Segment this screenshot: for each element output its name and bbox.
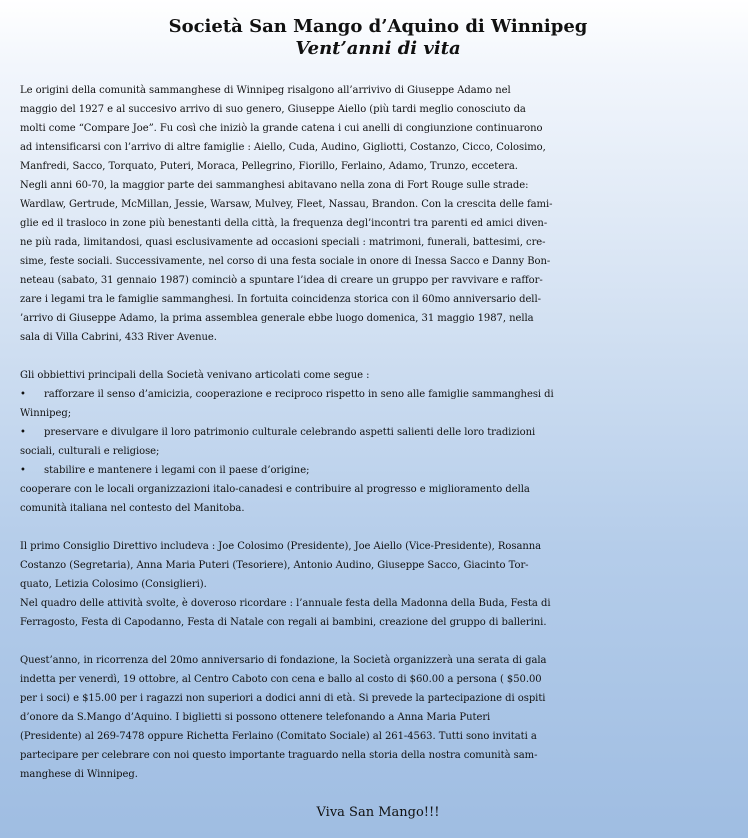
text-line: Nel quadro delle attività svolte, è doveroso ricordare : l’annuale festa della Madonna della Buda, Festa di: [20, 598, 551, 609]
bullet-continuation: Winnipeg;: [20, 408, 72, 419]
text-line: sala di Villa Cabrini, 433 River Avenue.: [20, 332, 217, 343]
bullet-item: [20, 385, 736, 404]
text-line: comunità italiana nel contesto del Manitoba.: [20, 503, 245, 514]
paragraph-anniversary: [20, 651, 736, 784]
bullet-text: preservare e divulgare il loro patrimonio culturale celebrando aspetti salienti delle loro tradizioni: [44, 427, 536, 438]
text-line: manghese di Winnipeg.: [20, 769, 138, 780]
text-line: glie ed il trasloco in zone più benestanti della città, la frequenza degl’incontri tra parenti ed amici diven-: [20, 218, 548, 229]
text-line: zare i legami tra le famiglie sammanghesi. In fortuita coincidenza storica con il 60mo anniversario dell-: [20, 294, 541, 305]
objectives-intro: Gli obbiettivi principali della Società venivano articolati come segue :: [20, 370, 370, 381]
text-line: ne più rada, limitandosi, quasi esclusivamente ad occasioni speciali : matrimoni, funerali, battesimi, cre-: [20, 237, 546, 248]
document-title: Società San Mango d’Aquino di Winnipeg: [168, 16, 588, 37]
text-line: partecipare per celebrare con noi questo importante traguardo nella storia della nostra comunità sam-: [20, 750, 538, 761]
document-subtitle: Vent’anni di vita: [295, 38, 461, 59]
text-line: molti come “Compare Joe”. Fu così che iniziò la grande catena i cui anelli di congiunzione continuarono: [20, 123, 543, 134]
text-line: Il primo Consiglio Direttivo includeva : Joe Colosimo (Presidente), Joe Aiello (Vice-Presidente), Rosanna: [20, 541, 542, 552]
text-line: Le origini della comunità sammanghese di Winnipeg risalgono all’arrivivo di Giuseppe Adamo nel: [20, 85, 511, 96]
bullet-icon: •: [20, 465, 26, 476]
text-line: Quest’anno, in ricorrenza del 20mo anniversario di fondazione, la Società organizzerà una serata di gala: [20, 655, 547, 666]
text-line: (Presidente) al 269-7478 oppure Richetta Ferlaino (Comitato Sociale) al 261-4563. Tutti sono invitati a: [20, 731, 537, 742]
text-line: Manfredi, Sacco, Torquato, Puteri, Moraca, Pellegrino, Fiorillo, Ferlaino, Adamo, Trunzo, eccetera.: [20, 161, 518, 172]
paragraph-origins: [20, 81, 736, 347]
text-line: maggio del 1927 e al succesivo arrivo di suo genero, Giuseppe Aiello (più tardi meglio conosciuto da: [20, 104, 526, 115]
text-line: per i soci) e $15.00 per i ragazzi non superiori a dodici anni di età. Si prevede la partecipazione di ospiti: [20, 693, 546, 704]
text-line: d’onore da S.Mango d’Aquino. I biglietti si possono ottenere telefonando a Anna Maria Puteri: [20, 712, 491, 723]
text-line: cooperare con le locali organizzazioni italo-canadesi e contribuire al progresso e miglioramento della: [20, 484, 530, 495]
text-line: indetta per venerdì, 19 ottobre, al Centro Caboto con cena e ballo al costo di $60.00 a persona ( $50.00: [20, 674, 542, 685]
bullet-continuation: sociali, culturali e religiose;: [20, 446, 160, 457]
text-line: Wardlaw, Gertrude, McMillan, Jessie, Warsaw, Mulvey, Fleet, Nassau, Brandon. Con la crescita delle fami-: [20, 199, 553, 210]
text-line: Costanzo (Segretaria), Anna Maria Puteri (Tesoriere), Antonio Audino, Giuseppe Sacco, Giacinto Tor-: [20, 560, 529, 571]
text-line: sime, feste sociali. Successivamente, nel corso di una festa sociale in onore di Inessa Sacco e Danny Bon-: [20, 256, 551, 267]
bullet-item: [20, 461, 736, 480]
bullet-text: rafforzare il senso d’amicizia, cooperazione e reciproco rispetto in seno alle famiglie sammanghesi di: [44, 389, 554, 400]
text-line: Ferragosto, Festa di Capodanno, Festa di Natale con regali ai bambini, creazione del gruppo di ballerini.: [20, 617, 547, 628]
text-line: neteau (sabato, 31 gennaio 1987) cominciò a spuntare l’idea di creare un gruppo per ravvivare e raffor-: [20, 275, 543, 286]
document-page: [20, 16, 736, 822]
paragraph-council: [20, 537, 736, 632]
bullet-text: stabilire e mantenere i legami con il paese d’origine;: [44, 465, 310, 476]
text-line: ad intensificarsi con l’arrivo di altre famiglie : Aiello, Cuda, Audino, Gigliotti, Costanzo, Cicco, Colosimo,: [20, 142, 546, 153]
closing-line: Viva San Mango!!!: [316, 805, 440, 820]
text-line: Negli anni 60-70, la maggior parte dei sammanghesi abitavano nella zona di Fort Rouge sulle strade:: [20, 180, 529, 191]
bullet-icon: •: [20, 427, 26, 438]
bullet-icon: •: [20, 389, 26, 400]
text-line: ’arrivo di Giuseppe Adamo, la prima assemblea generale ebbe luogo domenica, 31 maggio 1987, nella: [20, 313, 534, 324]
paragraph-objectives: [20, 366, 736, 518]
bullet-item: [20, 423, 736, 442]
text-line: quato, Letizia Colosimo (Consiglieri).: [20, 579, 207, 590]
